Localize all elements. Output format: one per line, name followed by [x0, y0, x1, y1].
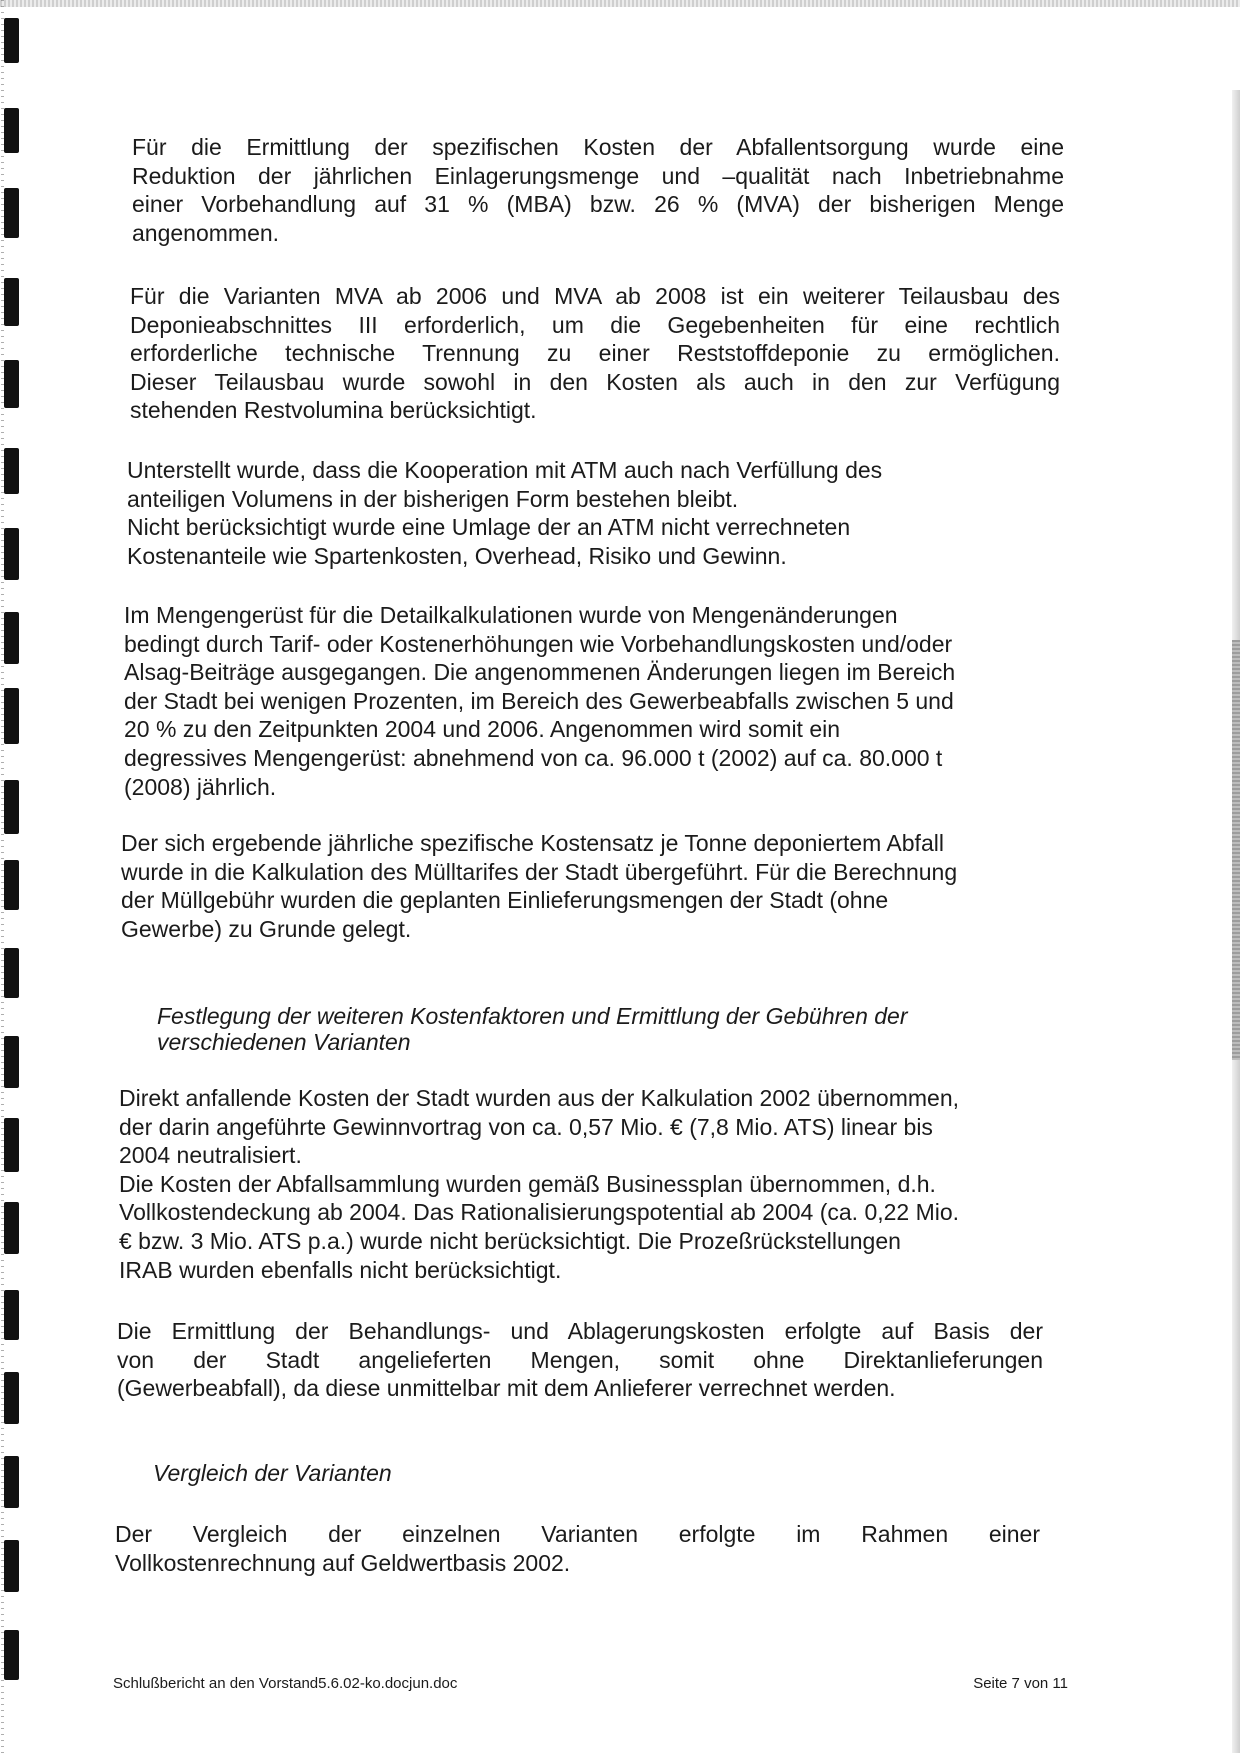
paragraph-mengengeruest [124, 601, 1064, 801]
heading-line: Vergleich der Varianten [153, 1460, 392, 1486]
text-line: Unterstellt wurde, dass die Kooperation mit ATM auch nach Verfüllung des [127, 457, 883, 483]
binding-mark [4, 1630, 19, 1680]
text-line: bedingt durch Tarif- oder Kostenerhöhungen wie Vorbehandlungskosten und/oder [124, 630, 953, 657]
text-line: erforderliche technische Trennung zu einer Reststoffdeponie zu ermöglichen. [130, 340, 1060, 367]
text-line: Direkt anfallende Kosten der Stadt wurden aus der Kalkulation 2002 übernommen, [119, 1085, 960, 1111]
binding-mark [4, 1036, 19, 1088]
text-line: 2004 neutralisiert. [119, 1142, 302, 1169]
text-line: Nicht berücksichtigt wurde eine Umlage der an ATM nicht verrechneten [127, 514, 851, 541]
text-line: anteiligen Volumens in der bisherigen Form bestehen bleibt. [127, 485, 739, 512]
paragraph-teilausbau [130, 282, 1060, 425]
binding-mark [4, 948, 19, 998]
text-line: Der sich ergebende jährliche spezifische Kostensatz je Tonne deponiertem Abfall [121, 830, 944, 856]
binding-mark [4, 448, 19, 494]
binding-mark [4, 688, 19, 744]
text-line: der Stadt bei wenigen Prozenten, im Bereich des Gewerbeabfalls zwischen 5 und [124, 687, 954, 714]
binding-mark [4, 108, 19, 153]
heading-line: verschiedenen Varianten [157, 1029, 411, 1055]
text-line: von der Stadt angelieferten Mengen, somit ohne Direktanlieferungen [117, 1346, 1043, 1373]
text-line: stehenden Restvolumina berücksichtigt. [130, 397, 537, 424]
binding-mark [4, 780, 19, 834]
text-line: € bzw. 3 Mio. ATS p.a.) wurde nicht berücksichtigt. Die Prozeßrückstellungen [119, 1227, 901, 1254]
binding-mark [4, 1456, 19, 1508]
binding-mark [4, 360, 19, 408]
footer-page-number: Seite 7 von 11 [973, 1675, 1068, 1692]
text-line: IRAB wurden ebenfalls nicht berücksichtigt. [119, 1256, 562, 1283]
paragraph-kostensatz [121, 829, 1081, 943]
text-line: Vollkostendeckung ab 2004. Das Rationalisierungspotential ab 2004 (ca. 0,22 Mio. [119, 1199, 960, 1226]
binding-marks [0, 0, 22, 1753]
paragraph-direkte-kosten [119, 1084, 1079, 1284]
text-line: 20 % zu den Zeitpunkten 2004 und 2006. Angenommen wird somit ein [124, 716, 841, 743]
text-line: wurde in die Kalkulation des Mülltarifes der Stadt übergeführt. Für die Berechnung [121, 858, 958, 885]
footer-filename: Schlußbericht an den Vorstand5.6.02-ko.docjun.doc [113, 1675, 458, 1692]
scan-shadow-right [1232, 640, 1240, 1060]
heading-line: Festlegung der weiteren Kostenfaktoren und Ermittlung der Gebühren der [157, 1003, 908, 1029]
text-line: Kostenanteile wie Spartenkosten, Overhead, Risiko und Gewinn. [127, 542, 787, 569]
text-line: angenommen. [132, 219, 280, 246]
binding-mark [4, 860, 19, 910]
text-line: Der Vergleich der einzelnen Varianten erfolgte im Rahmen einer [115, 1521, 1040, 1547]
paragraph-behandlungskosten [117, 1317, 1043, 1403]
text-line: Die Kosten der Abfallsammlung wurden gemäß Businessplan übernommen, d.h. [119, 1170, 936, 1197]
scan-edge-top [0, 0, 1240, 7]
text-line: degressives Mengengerüst: abnehmend von ca. 96.000 t (2002) auf ca. 80.000 t [124, 744, 943, 771]
paragraph-reduktion [132, 133, 1064, 247]
binding-mark [4, 188, 19, 238]
paragraph-vergleich [115, 1520, 1040, 1577]
text-line: Alsag-Beiträge ausgegangen. Die angenommenen Änderungen liegen im Bereich [124, 659, 956, 686]
text-line: Für die Varianten MVA ab 2006 und MVA ab 2008 ist ein weiterer Teilausbau des [130, 283, 1060, 309]
text-line: der darin angeführte Gewinnvortrag von ca. 0,57 Mio. € (7,8 Mio. ATS) linear bis [119, 1113, 933, 1140]
binding-mark [4, 1372, 19, 1424]
binding-mark [4, 1118, 19, 1172]
binding-mark [4, 1540, 19, 1592]
binding-mark [4, 18, 19, 63]
text-line: (Gewerbeabfall), da diese unmittelbar mit dem Anlieferer verrechnet werden. [117, 1375, 896, 1402]
text-line: Für die Ermittlung der spezifischen Kosten der Abfallentsorgung wurde eine [132, 134, 1064, 160]
text-line: (2008) jährlich. [124, 773, 277, 800]
text-line: einer Vorbehandlung auf 31 % (MBA) bzw. 26 % (MVA) der bisherigen Menge [132, 191, 1064, 218]
paragraph-kooperation [127, 456, 1027, 570]
text-line: Reduktion der jährlichen Einlagerungsmenge und –qualität nach Inbetriebnahme [132, 162, 1064, 189]
section-heading-kostenfaktoren [157, 1003, 1057, 1055]
text-line: Vollkostenrechnung auf Geldwertbasis 2002. [115, 1549, 571, 1576]
binding-mark [4, 528, 19, 580]
text-line: Gewerbe) zu Grunde gelegt. [121, 915, 412, 942]
binding-mark [4, 612, 19, 664]
text-line: Im Mengengerüst für die Detailkalkulationen wurde von Mengenänderungen [124, 602, 898, 628]
binding-mark [4, 1202, 19, 1254]
section-heading-vergleich [153, 1460, 753, 1486]
binding-mark [4, 278, 19, 326]
text-line: Dieser Teilausbau wurde sowohl in den Kosten als auch in den zur Verfügung [130, 368, 1060, 395]
binding-mark [4, 1290, 19, 1340]
text-line: Die Ermittlung der Behandlungs- und Ablagerungskosten erfolgte auf Basis der [117, 1318, 1043, 1344]
text-line: Deponieabschnittes III erforderlich, um die Gegebenheiten für eine rechtlich [130, 311, 1060, 338]
text-line: der Müllgebühr wurden die geplanten Einlieferungsmengen der Stadt (ohne [121, 887, 889, 914]
